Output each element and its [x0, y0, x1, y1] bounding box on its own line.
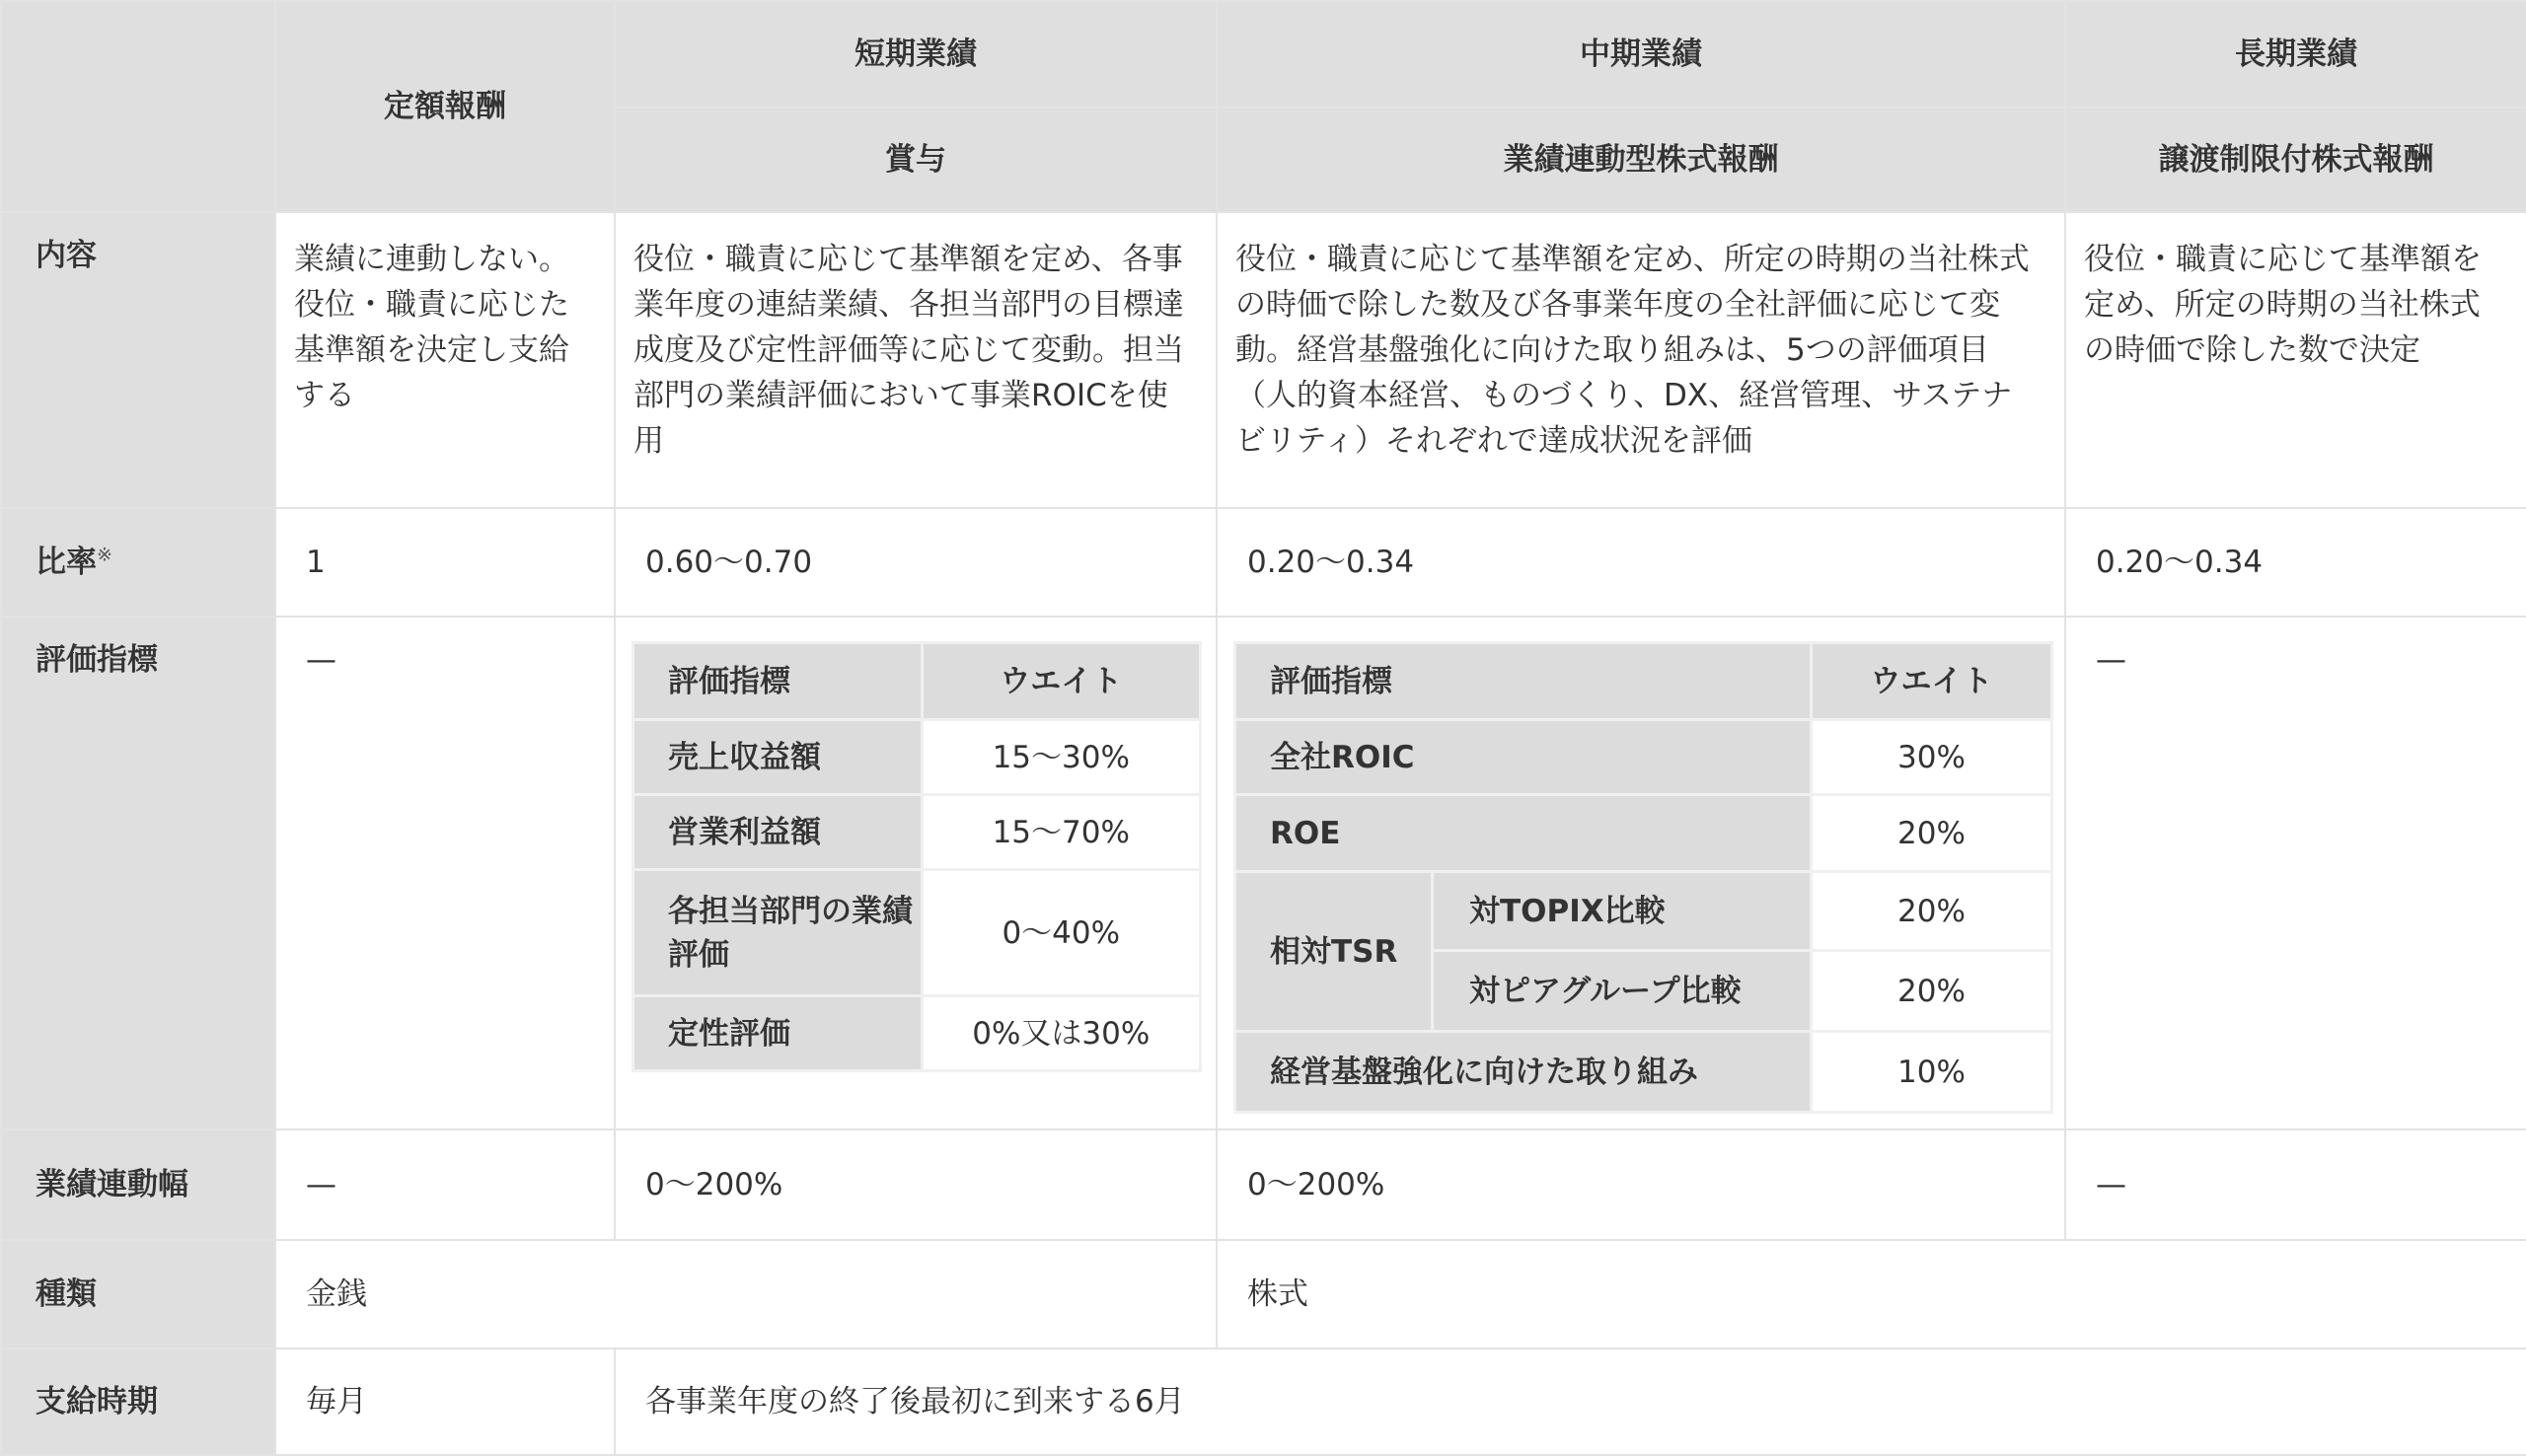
indicators-restricted-stock: —: [2065, 617, 2526, 1129]
row-ratio: [1, 508, 2526, 617]
bonus-indicator-name: 定性評価: [633, 996, 923, 1071]
bonus-indicator-name: 売上収益額: [633, 720, 923, 795]
row-range: [1, 1129, 2526, 1240]
stock-indicator-name: 対TOPIX比較: [1433, 872, 1812, 951]
bonus-col-indicator: 評価指標: [633, 643, 923, 720]
stock-indicator-weight: 20%: [1812, 795, 2052, 872]
header-perf-stock: 業績連動型株式報酬: [1217, 108, 2065, 212]
stock-indicator-weight: 10%: [1812, 1032, 2052, 1113]
header-mid-term: 中期業績: [1217, 1, 2065, 108]
row-timing: [1, 1348, 2526, 1455]
range-fixed: —: [275, 1129, 615, 1240]
header-short-term: 短期業績: [615, 1, 1217, 108]
bonus-indicator-weight: 0〜40%: [922, 870, 1200, 996]
content-bonus: 役位・職責に応じて基準額を定め、各事業年度の連結業績、各担当部門の目標達成度及び定性評価等に応じて変動。担当部門の業績評価において事業ROICを使用: [615, 212, 1217, 508]
range-restricted-stock: —: [2065, 1129, 2526, 1240]
header-bonus: 賞与: [615, 108, 1217, 212]
content-restricted-stock: 役位・職責に応じて基準額を定め、所定の時期の当社株式の時価で除した数で決定: [2065, 212, 2526, 508]
ratio-bonus: 0.60〜0.70: [615, 508, 1217, 617]
indicators-fixed: —: [275, 617, 615, 1129]
label-range: 業績連動幅: [1, 1129, 275, 1240]
ratio-label-text: 比率: [36, 545, 97, 580]
table-row: [633, 996, 1201, 1071]
table-row: [1235, 1032, 2052, 1113]
stock-indicator-weight: 20%: [1812, 872, 2052, 951]
stock-indicator-weight: 30%: [1812, 720, 2052, 795]
ratio-note-mark: ※: [97, 544, 112, 566]
timing-others: 各事業年度の終了後最初に到来する6月: [615, 1348, 2526, 1455]
content-perf-stock: 役位・職責に応じて基準額を定め、所定の時期の当社株式の時価で除した数及び各事業年度の全社評価に応じて変動。経営基盤強化に向けた取り組みは、5つの評価項目（人的資本経営、ものづくり、DX、経営管理、サステナビリティ）それぞれで達成状況を評価: [1217, 212, 2065, 508]
stock-indicator-name: 経営基盤強化に向けた取り組み: [1235, 1032, 1812, 1113]
table-row: [1235, 720, 2052, 795]
label-content: 内容: [1, 212, 275, 508]
stock-indicator-name: 全社ROIC: [1235, 720, 1812, 795]
stock-tsr-group: 相対TSR: [1235, 872, 1433, 1032]
stock-indicator-name: 対ピアグループ比較: [1433, 951, 1812, 1032]
ratio-fixed: 1: [275, 508, 615, 617]
range-perf-stock: 0〜200%: [1217, 1129, 2065, 1240]
bonus-indicator-name: 営業利益額: [633, 795, 923, 870]
ratio-perf-stock: 0.20〜0.34: [1217, 508, 2065, 617]
bonus-col-weight: ウエイト: [922, 643, 1200, 720]
table-row: [633, 720, 1201, 795]
row-type: [1, 1240, 2526, 1348]
header-long-term: 長期業績: [2065, 1, 2526, 108]
type-money: 金銭: [275, 1240, 1217, 1348]
indicators-perf-stock: [1217, 617, 2065, 1129]
bonus-indicator-header: [633, 643, 1201, 720]
table-row: [633, 795, 1201, 870]
range-bonus: 0〜200%: [615, 1129, 1217, 1240]
label-type: 種類: [1, 1240, 275, 1348]
stock-indicator-header: [1235, 643, 2052, 720]
header-row-1: [1, 1, 2526, 108]
stock-col-weight: ウエイト: [1812, 643, 2052, 720]
label-indicators: 評価指標: [1, 617, 275, 1129]
stock-indicator-weight: 20%: [1812, 951, 2052, 1032]
header-restricted-stock: 譲渡制限付株式報酬: [2065, 108, 2526, 212]
header-fixed: 定額報酬: [275, 1, 615, 212]
label-timing: 支給時期: [1, 1348, 275, 1455]
table-row: [1235, 872, 2052, 951]
bonus-indicator-weight: 0%又は30%: [922, 996, 1200, 1071]
label-ratio: [1, 508, 275, 617]
stock-col-indicator: 評価指標: [1235, 643, 1812, 720]
type-stock: 株式: [1217, 1240, 2526, 1348]
timing-fixed: 毎月: [275, 1348, 615, 1455]
indicators-bonus: [615, 617, 1217, 1129]
ratio-restricted-stock: 0.20〜0.34: [2065, 508, 2526, 617]
bonus-indicator-name: 各担当部門の業績評価: [633, 870, 923, 996]
content-fixed: 業績に連動しない。役位・職責に応じた基準額を決定し支給する: [275, 212, 615, 508]
header-corner: [1, 1, 275, 212]
row-content: [1, 212, 2526, 508]
bonus-indicator-weight: 15〜70%: [922, 795, 1200, 870]
table-row: [1235, 795, 2052, 872]
table-row: [633, 870, 1201, 996]
row-indicators: [1, 617, 2526, 1129]
bonus-indicator-weight: 15〜30%: [922, 720, 1200, 795]
stock-indicator-table: [1233, 641, 2053, 1114]
stock-indicator-name: ROE: [1235, 795, 1812, 872]
bonus-indicator-table: [632, 641, 1202, 1072]
